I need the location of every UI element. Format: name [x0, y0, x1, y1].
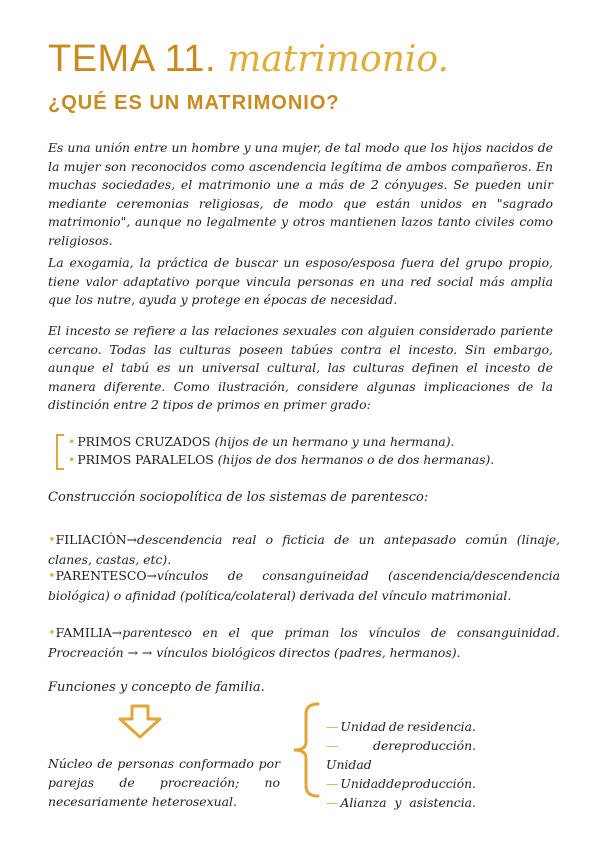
unidad-connector: de	[386, 776, 402, 791]
dash-icon: —	[326, 776, 339, 791]
primos-desc: (hijos de un hermano y una hermana).	[214, 434, 455, 449]
bracket-icon	[56, 434, 64, 470]
bullet-filiacion	[48, 530, 560, 569]
left-brace-icon	[288, 700, 322, 800]
section-heading: ¿QUÉ ES UN MATRIMONIO?	[48, 92, 340, 114]
bullet-text: parentesco en el que priman los vínculos de consanguinidad. Procreación → → vínculos biológicos directos (padres, hermanos).	[48, 625, 560, 660]
dash-icon: —	[326, 795, 339, 810]
down-arrow-icon	[114, 704, 166, 740]
primos-term: PRIMOS PARALELOS	[77, 452, 214, 467]
unidad-label: Unidad	[340, 776, 387, 791]
primos-term: PRIMOS CRUZADOS	[77, 434, 211, 449]
title-main: TEMA 11.	[48, 38, 217, 80]
list-item	[68, 451, 553, 469]
list-item	[326, 774, 476, 793]
bullet-parentesco	[48, 566, 560, 605]
primos-list	[48, 433, 553, 469]
bullet-text: descendencia real o ficticia de un antepasado común (linaje, clanes, castas, etc).	[48, 532, 560, 567]
arrow-icon: →	[146, 568, 157, 583]
bullet-dot-icon: •	[68, 452, 76, 467]
bullet-dot-icon: •	[48, 533, 56, 548]
dash-icon: —	[326, 738, 339, 753]
unidad-label: Unidad	[340, 719, 387, 734]
unidad-value: asistencia.	[409, 795, 476, 810]
bullet-term: PARENTESCO	[55, 568, 147, 583]
bullet-dot-icon: •	[48, 626, 56, 641]
nucleo-text: Núcleo de personas conformado por parejas de procreación; no necesariamente heterosexual.	[48, 756, 280, 809]
section-title: Construcción sociopolítica de los sistemas de parentesco:	[48, 490, 429, 505]
title-subtitle: matrimonio.	[227, 39, 449, 80]
unidad-connector: y	[394, 795, 402, 810]
unidad-value: producción.	[401, 776, 476, 791]
list-item	[68, 433, 553, 451]
list-item	[326, 793, 476, 812]
unidad-label: Alianza	[340, 795, 387, 810]
page-title	[48, 38, 449, 81]
unidad-label: Unidad	[326, 757, 372, 772]
unidad-value: reproducción.	[388, 738, 476, 753]
unidad-connector: de	[373, 738, 389, 753]
bullet-familia	[48, 623, 560, 662]
unidad-connector: de	[388, 719, 405, 734]
unidades-list	[326, 717, 476, 812]
paragraph-exogamia: La exogamia, la práctica de buscar un esposo/esposa fuera del grupo propio, tiene valor adaptativo porque vincula personas en una red social más amplia que los nutre, ayuda y protege en épocas de necesidad.	[48, 255, 553, 307]
funciones-title: Funciones y concepto de familia.	[48, 680, 265, 695]
bullet-term: FAMILIA	[55, 625, 112, 640]
list-item	[326, 717, 476, 736]
arrow-icon: →	[126, 532, 138, 547]
list-item	[326, 736, 476, 774]
bullet-dot-icon: •	[48, 569, 56, 584]
unidad-value: residencia.	[406, 719, 476, 734]
paragraph-definition: Es una unión entre un hombre y una mujer, de tal modo que los hijos nacidos de la mujer son reconocidos como ascendencia legítima de ambos compañeros. En muchas sociedades, el matrimonio une a más de 2 cónyuges. Se pueden unir mediante ceremonias religiosas, de modo que están unidos en "sagrado matrimonio", aunque no legalmente y otros mantienen lazos tanto civiles como religiosos.	[48, 140, 553, 248]
dash-icon: —	[326, 719, 339, 734]
paragraph-incesto: El incesto se refiere a las relaciones sexuales con alguien considerado pariente cercano. Todas las culturas poseen tabúes contra el incesto. Sin embargo, aunque el tabú es un universal cultural, las culturas definen el incesto de manera diferente. Como ilustración, considere algunas implicaciones de la distinción entre 2 tipos de primos en primer grado:	[48, 323, 553, 412]
primos-desc: (hijos de dos hermanos o de dos hermanas).	[217, 452, 495, 467]
bullet-text: vínculos de consanguineidad (ascendencia/descendencia biológica) o afinidad (política/colateral) derivada del vínculo matrimonial.	[48, 568, 560, 603]
bullet-term: FILIACIÓN	[55, 532, 127, 547]
bullet-dot-icon: •	[68, 434, 76, 449]
arrow-icon: →	[111, 625, 123, 640]
